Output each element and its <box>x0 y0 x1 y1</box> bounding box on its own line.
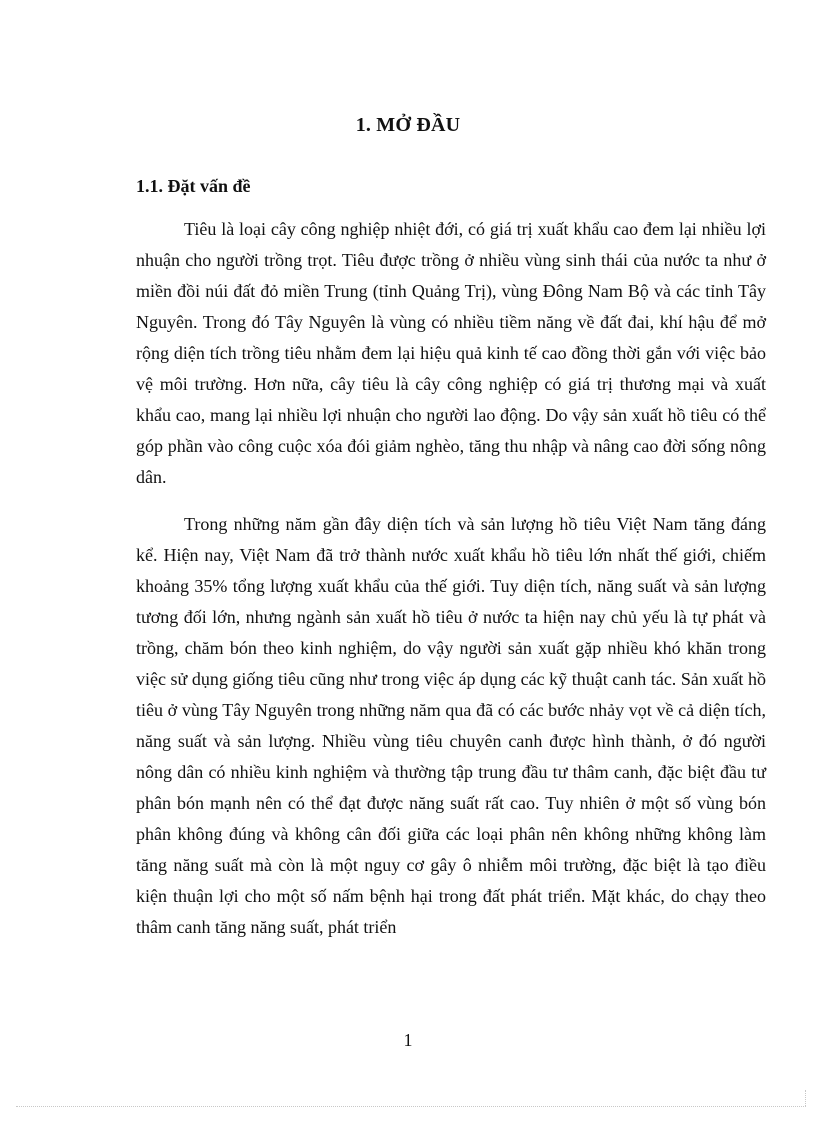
page-number: 1 <box>403 1030 413 1050</box>
chapter-title: 1. MỞ ĐẦU <box>355 114 461 136</box>
page-corner-edge <box>805 1090 806 1106</box>
body-paragraph: Trong những năm gần đây diện tích và sản lượng hồ tiêu Việt Nam tăng đáng kể. Hiện nay, Việt Nam đã trở thành nước xuất khẩu hồ tiêu lớn nhất thế giới, chiếm khoảng 35% tổng lượng xuất khẩu của thế giới. Tuy diện tích, năng suất và sản lượng tương đối lớn, nhưng ngành sản xuất hồ tiêu ở nước ta hiện nay chủ yếu là tự phát và trồng, chăm bón theo kinh nghiệm, do vậy người sản xuất gặp nhiều khó khăn trong việc sử dụng giống tiêu cũng như trong việc áp dụng các kỹ thuật canh tác. Sản xuất hồ tiêu ở vùng Tây Nguyên trong những năm qua đã có các bước nhảy vọt về cả diện tích, năng suất và sản lượng. Nhiều vùng tiêu chuyên canh được hình thành, ở đó người nông dân có nhiều kinh nghiệm và thường tập trung đầu tư thâm canh, đặc biệt đầu tư phân bón mạnh nên có thể đạt được năng suất rất cao. Tuy nhiên ở một số vùng bón phân không đúng và không cân đối giữa các loại phân nên không những không làm tăng năng suất mà còn là một nguy cơ gây ô nhiễm môi trường, đặc biệt là tạo điều kiện thuận lợi cho một số nấm bệnh hại trong đất phát triển. Mặt khác, do chạy theo thâm canh tăng năng suất, phát triển <box>136 514 766 937</box>
section-heading: 1.1. Đặt vấn đề <box>136 176 251 196</box>
page-bottom-edge <box>16 1106 806 1107</box>
body-paragraph: Tiêu là loại cây công nghiệp nhiệt đới, có giá trị xuất khẩu cao đem lại nhiều lợi nhuận cho người trồng trọt. Tiêu được trồng ở nhiều vùng sinh thái của nước ta như ở miền đồi núi đất đỏ miền Trung (tỉnh Quảng Trị), vùng Đông Nam Bộ và các tỉnh Tây Nguyên. Trong đó Tây Nguyên là vùng có nhiều tiềm năng về đất đai, khí hậu để mở rộng diện tích trồng tiêu nhằm đem lại hiệu quả kinh tế cao đồng thời gắn với việc bảo vệ môi trường. Hơn nữa, cây tiêu là cây công nghiệp có giá trị thương mại và xuất khẩu cao, mang lại nhiều lợi nhuận cho người lao động. Do vậy sản xuất hồ tiêu có thể góp phần vào công cuộc xóa đói giảm nghèo, tăng thu nhập và nâng cao đời sống nông dân. <box>136 219 766 487</box>
